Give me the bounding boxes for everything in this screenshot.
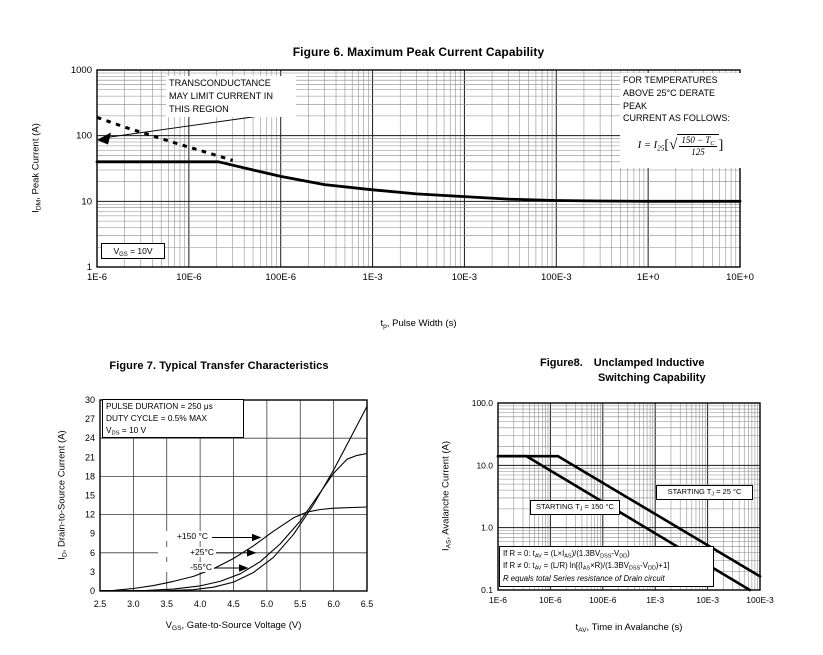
- fig8-x-tick-label: 10E-3: [696, 595, 719, 605]
- fig7-x-tick-label: 3.0: [127, 599, 140, 609]
- fig7-x-tick-label: 5.5: [294, 599, 307, 609]
- fig7-annotation-arrowhead: [247, 549, 257, 556]
- note-line: ABOVE 25°C DERATE PEAK: [623, 87, 715, 111]
- fig6-x-tick-label: 1E+0: [636, 272, 660, 283]
- equation-note: R equals total Series resistance of Drain circuit: [503, 573, 665, 583]
- fig8-x-tick-label: 10E-6: [539, 595, 562, 605]
- fig6-x-tick-label: 100E-6: [265, 272, 297, 283]
- fig7-x-tick-label: 6.0: [327, 599, 340, 609]
- fig7-curve-label-minus55c: -55°C: [156, 562, 214, 572]
- note-line: MAY LIMIT CURRENT IN: [169, 91, 273, 102]
- fig7-x-tick-label: 4.0: [193, 599, 207, 609]
- fig7-x-tick-label: 3.5: [160, 599, 174, 609]
- fig8-x-tick-label: 1E-3: [646, 595, 665, 605]
- fig7-x-tick-label: 4.5: [227, 599, 240, 609]
- fig7-annotation-arrowhead: [252, 534, 262, 541]
- figure-8-title-line2: Switching Capability: [598, 371, 706, 384]
- fig7-x-tick-label: 5.0: [260, 599, 274, 609]
- fig7-curve-label-25c: +25°C: [158, 547, 216, 557]
- fig6-x-tick-label: 100E-3: [540, 272, 572, 283]
- fig7-y-axis-label: $I_D$, Drain-to-Source Current (A): [56, 430, 69, 560]
- fig6-derating-formula: $I = I_{25}[√$ $\frac{150 - T_C}{125}$ ]: [637, 135, 724, 157]
- fig8-equations-box: [499, 546, 714, 587]
- fig6-x-tick-label: 10E-3: [451, 272, 478, 283]
- fig7-y-tick-label: 15: [84, 490, 95, 501]
- fig7-x-tick-label: 2.5: [93, 599, 107, 609]
- formula-fraction: $\frac{150 - T_C}{125}$: [677, 134, 718, 158]
- fig7-curve-label-150c: +150 °C: [150, 531, 210, 541]
- fig7-y-tick-label: 27: [84, 414, 95, 425]
- fig8-y-axis-label: $I_{AS}$, Avalanche Current (A): [440, 440, 453, 552]
- fig6-y-tick-label: 100: [76, 130, 92, 142]
- fig7-y-tick-label: 24: [84, 433, 95, 444]
- note-line: CURRENT AS FOLLOWS:: [623, 113, 730, 124]
- fig6-x-tick-label: 1E-6: [86, 272, 108, 283]
- fig6-y-tick-label: 1: [86, 262, 92, 273]
- radical-sign: √: [669, 137, 678, 154]
- fig8-curve-label-150c: STARTING $T_J = 150$ °C: [530, 500, 620, 515]
- fig8-x-tick-label: 1E-6: [489, 595, 507, 605]
- fig6-x-tick-label: 10E-6: [176, 272, 202, 283]
- figure-7-title: Figure 7. Typical Transfer Characteristics: [109, 360, 329, 372]
- figure-8-title: [540, 356, 706, 386]
- fig8-y-tick-label: 0.1: [481, 585, 493, 595]
- fig7-x-axis-label: $V_{GS}$, Gate-to-Source Voltage (V): [165, 620, 302, 632]
- fig6-x-axis-label: $t_p$, Pulse Width (s): [380, 318, 457, 330]
- fig7-y-tick-label: 9: [89, 528, 95, 539]
- note-line: TRANSCONDUCTANCE: [169, 78, 271, 88]
- fig7-y-tick-label: 30: [84, 395, 95, 405]
- equation-line: If R = 0: $t_{AV} = (L\times I_{AS})/(1.3BV_{DSS}-V_{DD})$: [503, 549, 630, 560]
- fig7-y-tick-label: 18: [84, 471, 95, 482]
- note-line: FOR TEMPERATURES: [623, 75, 718, 85]
- condition-line: DUTY CYCLE = 0.5% MAX: [106, 412, 208, 423]
- fig8-x-tick-label: 100E-6: [589, 595, 617, 605]
- note-line: THIS REGION: [169, 104, 229, 115]
- fig8-x-axis-label: $t_{AV}$, Time in Avalanche (s): [575, 622, 683, 634]
- fig6-vgs-condition: $V_{GS} = 10V$: [101, 243, 165, 259]
- fig7-annotation-arrowhead: [239, 564, 249, 571]
- fig7-y-tick-label: 0: [89, 586, 95, 596]
- fig7-y-tick-label: 3: [89, 566, 95, 577]
- fig6-y-axis-label: $I_{DM}$, Peak Current (A): [30, 123, 43, 213]
- fig7-y-tick-label: 6: [89, 547, 95, 558]
- fig8-y-tick-label: 10.0: [476, 460, 493, 471]
- fig6-transconductance-note: [166, 76, 296, 117]
- fig6-x-tick-label: 1E-3: [362, 272, 383, 283]
- figure-8-title-line1: Unclamped Inductive: [593, 357, 705, 369]
- fig6-x-tick-label: 10E+0: [726, 272, 754, 283]
- fig6-y-tick-label: 1000: [70, 65, 92, 76]
- fig6-derating-note: [620, 73, 741, 168]
- equation-line: If R ≠ 0: $t_{AV} = (L/R)$ $\ln[(I_{AS}\times R)/(1.3BV_{DSS}-V_{DD})+1]$: [503, 561, 670, 573]
- fig7-y-tick-label: 12: [84, 509, 95, 520]
- condition-line: $V_{DS} = 10$ V: [106, 424, 147, 437]
- fig8-curve-label-25c: STARTING $T_J = 25$ °C: [656, 485, 753, 500]
- condition-line: PULSE DURATION = 250 μs: [106, 401, 213, 411]
- figure-8-number: Figure8.: [540, 357, 583, 369]
- fig8-y-tick-label: 100.0: [471, 398, 493, 408]
- fig7-x-tick-label: 6.5: [360, 599, 374, 609]
- fig8-x-tick-label: 100E-3: [746, 595, 774, 605]
- fig8-y-tick-label: 1.0: [481, 522, 493, 533]
- fig7-y-tick-label: 21: [84, 452, 95, 463]
- fig7-conditions-box: [102, 399, 244, 438]
- figure-6-title: Figure 6. Maximum Peak Current Capability: [292, 45, 545, 59]
- fig6-y-tick-label: 10: [81, 196, 92, 208]
